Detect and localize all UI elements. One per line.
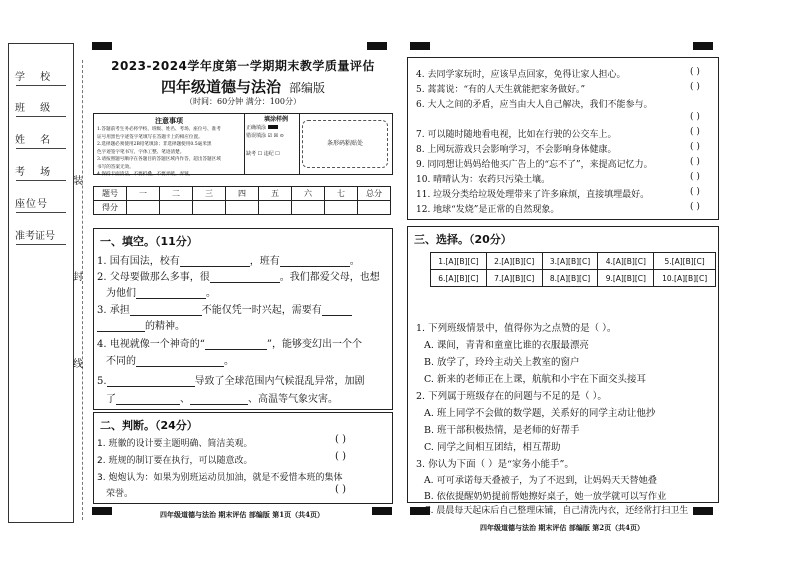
answer-bubble[interactable]: 3.[A][B][C] bbox=[542, 253, 598, 270]
question: 5. 导致了全球范围内气候混乱异常，加剧 bbox=[97, 376, 365, 387]
answer-bubble[interactable]: 5.[A][B][C] bbox=[654, 253, 716, 270]
judge-item: 10. 晴晴认为：农药只污染土壤。 bbox=[416, 175, 551, 185]
student-info-strip bbox=[8, 43, 72, 518]
question: 1. 班徽的设计要主题明确、简洁美观。 bbox=[97, 439, 253, 449]
answer-paren[interactable]: ( ) bbox=[335, 434, 346, 445]
registration-mark bbox=[367, 42, 387, 50]
question: 3. 炮炮认为：如果为别班运动员加油，就是不爱惜本班的集体 bbox=[97, 473, 343, 483]
field-exam-room: 考 场 bbox=[15, 167, 57, 178]
section-heading: 三、选择。（20分） bbox=[414, 233, 512, 246]
time-info: （时间：60分钟 满分：100分） bbox=[185, 97, 301, 106]
answer-paren[interactable]: ( ) bbox=[690, 112, 700, 122]
question: 不同的 。 bbox=[106, 356, 234, 367]
choice-question: 3. 你认为下面（ ）是“家务小能手”。 bbox=[416, 459, 574, 470]
notice-heading: 注意事项 bbox=[155, 116, 183, 125]
fill-example: 填涂样例 正确填涂 错误填涂 ☑ ☒ ⊙ 缺考 ☐ 违纪 ☐ bbox=[246, 116, 288, 157]
answer-bubble[interactable]: 6.[A][B][C] bbox=[431, 270, 487, 287]
edition: 部编版 bbox=[289, 81, 326, 95]
answer-bubble[interactable]: 10.[A][B][C] bbox=[654, 270, 716, 287]
field-name: 姓 名 bbox=[15, 135, 57, 146]
question: 2. 班规的制订要在执行，可以随意改。 bbox=[97, 456, 253, 466]
answer-paren[interactable]: ( ) bbox=[690, 67, 700, 77]
subject-title: 四年级道德与法治 部编版 bbox=[160, 78, 326, 96]
registration-mark bbox=[693, 42, 713, 50]
answer-paren[interactable]: ( ) bbox=[690, 187, 700, 197]
answer-bubble[interactable]: 2.[A][B][C] bbox=[486, 253, 542, 270]
choice-option: B. 放学了，玲玲主动关上教室的窗户 bbox=[424, 357, 580, 368]
judge-item: 5. 蒿蒿说：“有的人天生就能把家务做好。” bbox=[416, 85, 586, 95]
judge-item: 12. 地球“发烧”是正常的自然现象。 bbox=[416, 205, 560, 215]
answer-paren[interactable]: ( ) bbox=[690, 157, 700, 167]
judge-item: 11. 垃圾分类给垃圾处理带来了许多麻烦，直接填埋最好。 bbox=[416, 190, 650, 200]
notice-text: 1.答题前考生务必将学校、班级、姓名、考场、座位号、准考 证号用黑色字迹签字笔填写在答题卡上的相应位置。 2.选择题必须使用2B铅笔填涂；非选择题使用0.5毫米黑 色字迹签字笔书写，字体工整、笔迹清楚。 3.请按照题号顺序在各题目的答题区域内作答，超出答题区域 书写的答案无效。 4.保持卡面清洁，不要折叠、不要弄破、弄皱。 bbox=[97, 127, 221, 177]
answer-grid bbox=[430, 252, 716, 287]
notice-box bbox=[93, 113, 393, 175]
answer-bubble[interactable]: 4.[A][B][C] bbox=[598, 253, 654, 270]
choice-option: C. 新来的老师正在上课，航航和小宇在下面交头接耳 bbox=[424, 374, 646, 385]
choice-option: A. 课间，青青和童童比谁的衣服最漂亮 bbox=[424, 340, 589, 351]
answer-bubble[interactable]: 7.[A][B][C] bbox=[486, 270, 542, 287]
choice-question: 2. 下列属于班级存在的问题与不足的是（ ）。 bbox=[416, 391, 607, 402]
field-exam-id: 准考证号 bbox=[15, 231, 55, 242]
answer-paren[interactable]: ( ) bbox=[690, 82, 700, 92]
question: 荣誉。 bbox=[106, 489, 134, 499]
seal-char: 封 bbox=[73, 272, 83, 283]
score-table: 题号 一 二 三 四 五 六 七 总分 得分 bbox=[93, 186, 391, 215]
answer-paren[interactable]: ( ) bbox=[690, 172, 700, 182]
field-class: 班 级 bbox=[15, 103, 57, 114]
judge-item: 6. 大人之间的矛盾，应当由大人自己解决，我们不能参与。 bbox=[416, 100, 653, 110]
page-footer: 四年级道德与法治 期末评估 部编版 第2页（共4页） bbox=[479, 523, 645, 532]
judge-item: 4. 去同学家玩时，应该早点回家，免得让家人担心。 bbox=[416, 70, 626, 80]
barcode-area: 条形码粘贴处 bbox=[302, 120, 388, 168]
answer-bubble[interactable]: 9.[A][B][C] bbox=[598, 270, 654, 287]
registration-mark bbox=[693, 507, 713, 515]
judge-item: 9. 同同想让妈妈给他买广告上的“忘不了”，来提高记忆力。 bbox=[416, 160, 653, 170]
answer-paren[interactable]: ( ) bbox=[690, 202, 700, 212]
answer-paren[interactable]: ( ) bbox=[690, 142, 700, 152]
judge-item: 8. 上网玩游戏只会影响学习，不会影响身体健康。 bbox=[416, 145, 617, 155]
question: 3. 承担 不能仅凭一时兴起，需要有 bbox=[97, 301, 352, 316]
choice-option: C. 同学之间相互团结，相互帮助 bbox=[424, 442, 561, 453]
answer-paren[interactable]: ( ) bbox=[335, 451, 346, 462]
answer-paren[interactable]: ( ) bbox=[335, 484, 346, 495]
answer-paren[interactable]: ( ) bbox=[690, 127, 700, 137]
registration-mark bbox=[92, 42, 112, 50]
section-heading: 二、判断。（24分） bbox=[100, 419, 198, 432]
judge-item: 7. 可以随时随地看电视，比如在行驶的公交车上。 bbox=[416, 130, 617, 140]
section-heading: 一、填空。（11分） bbox=[100, 235, 198, 248]
seal-char: 线 bbox=[73, 359, 83, 370]
question: 4. 电视就像一个神奇的“ ”，能够变幻出一个个 bbox=[97, 339, 362, 350]
choice-option: A. 可可承诺每天叠被子，为了不迟到，让妈妈天天替她叠 bbox=[424, 475, 657, 486]
field-school: 学 校 bbox=[15, 72, 57, 83]
choice-question: 1. 下列班级情景中，值得你为之点赞的是（ ）。 bbox=[416, 323, 617, 334]
question: 了 、 、高温等气象灾害。 bbox=[106, 394, 338, 405]
choice-option: C. 晨晨每天起床后自己整理床铺，自己清洗内衣，还经常打扫卫生 bbox=[424, 506, 689, 516]
field-seat: 座位号 bbox=[15, 199, 48, 210]
seal-char: 装 bbox=[73, 176, 83, 187]
choice-option: B. 依依提醒奶奶提前帮她擦好桌子，她一放学就可以写作业 bbox=[424, 491, 667, 502]
choice-option: A. 班上同学不会做的数学题，关系好的同学主动让他抄 bbox=[424, 408, 656, 419]
exam-title: 2023-2024学年度第一学期期末教学质量评估 bbox=[111, 59, 375, 73]
question: 为他们 。 bbox=[106, 288, 216, 299]
choice-option: B. 班干部积极热情，是老师的好帮手 bbox=[424, 425, 580, 436]
question: 2. 父母要做那么多事，很 。我们都爱父母，也想 bbox=[97, 272, 380, 283]
question: 的精神。 bbox=[97, 317, 185, 332]
seal-line bbox=[82, 60, 83, 520]
answer-bubble[interactable]: 1.[A][B][C] bbox=[431, 253, 487, 270]
page-footer: 四年级道德与法治 期末评估 部编版 第1页（共4页） bbox=[159, 510, 325, 519]
question: 1. 国有国法，校有 ，班有 。 bbox=[97, 256, 360, 267]
answer-bubble[interactable]: 8.[A][B][C] bbox=[542, 270, 598, 287]
registration-mark bbox=[410, 42, 430, 50]
